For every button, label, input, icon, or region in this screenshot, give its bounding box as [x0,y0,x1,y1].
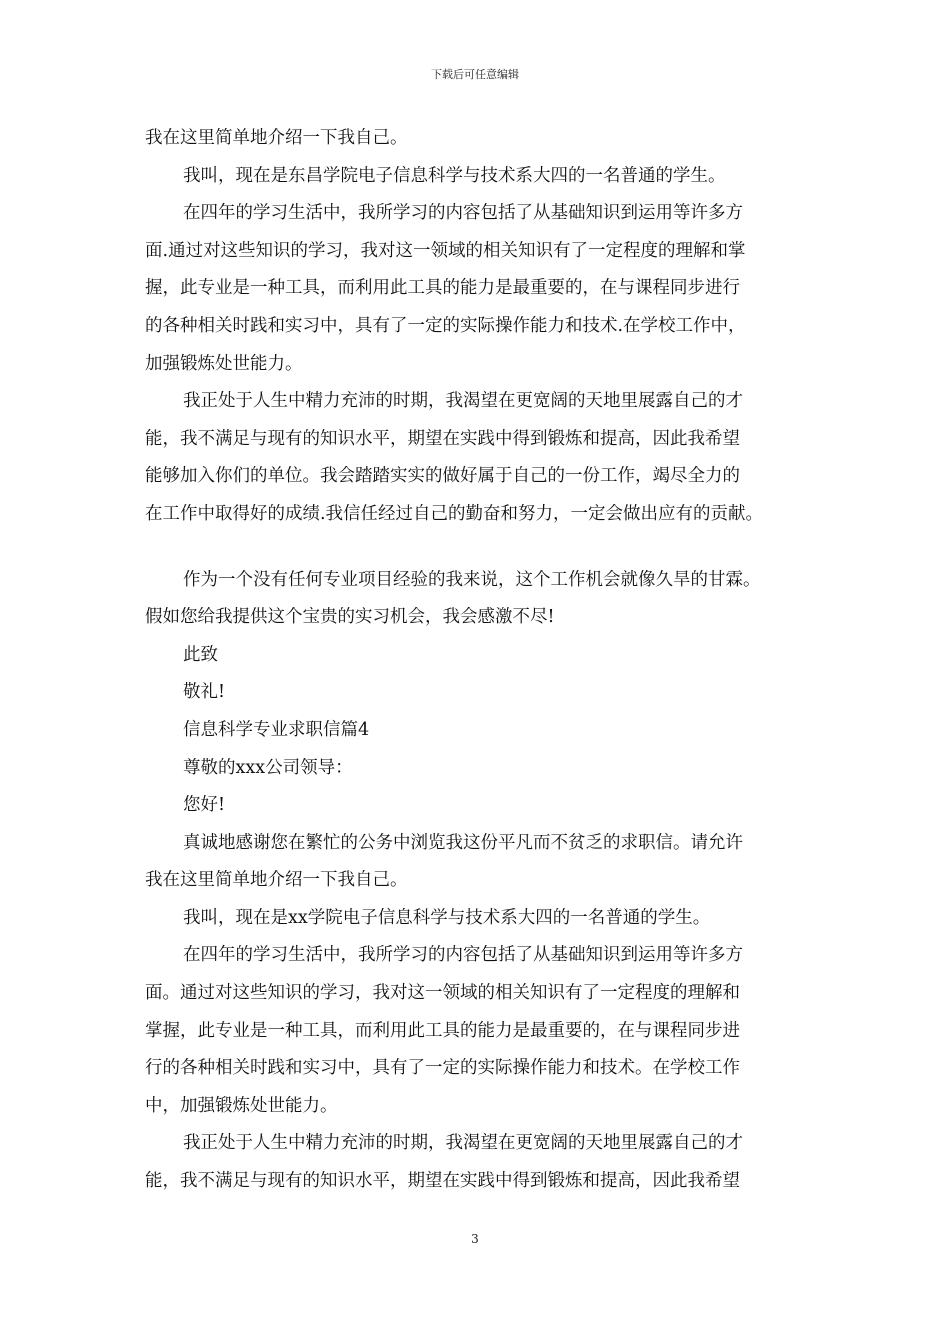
paragraph-line: 能，我不满足与现有的知识水平，期望在实践中得到锻炼和提高，因此我希望 [145,428,740,449]
paragraph-line: 在四年的学习生活中，我所学习的内容包括了从基础知识到运用等许多方 [183,945,743,966]
paragraph-spacer [145,534,810,562]
paragraph-line: 此致 [183,644,218,665]
paragraph-line: 我正处于人生中精力充沛的时期，我渴望在更宽阔的天地里展露自己的才 [183,1133,743,1154]
paragraph-line: 掌握，此专业是一种工具，而利用此工具的能力是最重要的，在与课程同步进 [145,1020,740,1041]
paragraph-line: 能，我不满足与现有的知识水平，期望在实践中得到锻炼和提高，因此我希望 [145,1171,740,1192]
paragraph-line: 我叫，现在是xx学院电子信息科学与技术系大四的一名普通的学生。 [183,907,711,928]
paragraph-line: 能够加入你们的单位。我会踏踏实实的做好属于自己的一份工作，竭尽全力的 [145,466,740,487]
paragraph-line: 信息科学专业求职信篇4 [183,719,370,740]
paragraph-line: 行的各种相关时践和实习中，具有了一定的实际操作能力和技术。在学校工作 [145,1058,740,1079]
paragraph-line: 在工作中取得好的成绩.我信任经过自己的勤奋和努力，一定会做出应有的贡献。 [145,503,764,524]
paragraph-line: 真诚地感谢您在繁忙的公务中浏览我这份平凡而不贫乏的求职信。请允许 [183,832,743,853]
paragraph-line: 您好! [183,795,226,816]
paragraph-line: 我在这里简单地介绍一下我自己。 [145,128,408,148]
paragraph-line: 中，加强锻炼处世能力。 [145,1095,338,1116]
paragraph-line: 敬礼! [183,682,226,703]
paragraph-line: 面.通过对这些知识的学习，我对这一领域的相关知识有了一定程度的理解和掌 [145,240,746,261]
paragraph-line: 握，此专业是一种工具，而利用此工具的能力是最重要的，在与课程同步进行 [145,278,740,299]
paragraph-line: 的各种相关时践和实习中，具有了一定的实际操作能力和技术.在学校工作中， [145,315,746,336]
paragraph-line: 加强锻炼处世能力。 [145,353,303,374]
paragraph-line: 面。通过对这些知识的学习，我对这一领域的相关知识有了一定程度的理解和 [145,983,740,1004]
paragraph-line: 我在这里简单地介绍一下我自己。 [145,870,408,891]
paragraph-line: 作为一个没有任何专业项目经验的我来说，这个工作机会就像久旱的甘霖。 [183,569,761,590]
page-number: 3 [471,1232,479,1246]
paragraph-line: 在四年的学习生活中，我所学习的内容包括了从基础知识到运用等许多方 [183,203,743,224]
paragraph-line: 尊敬的xxx公司领导： [183,757,353,778]
paragraph-line: 我正处于人生中精力充沛的时期，我渴望在更宽阔的天地里展露自己的才 [183,391,743,412]
document-body [145,120,810,1201]
page-header-note: 下载后可任意编辑 [431,68,519,81]
paragraph-line: 假如您给我提供这个宝贵的实习机会，我会感激不尽! [145,607,555,628]
paragraph-line: 我叫，现在是东昌学院电子信息科学与技术系大四的一名普通的学生。 [183,165,726,186]
